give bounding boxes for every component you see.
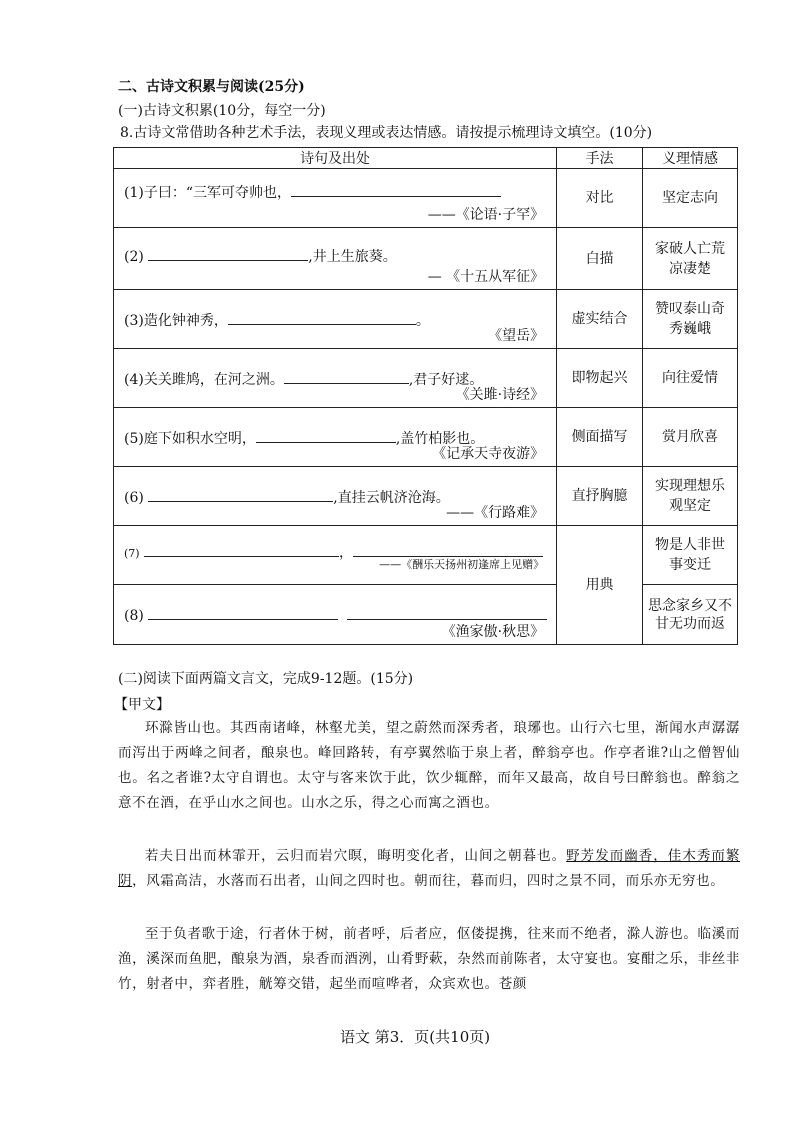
poem-source: ——《论语·子罕》 xyxy=(427,207,545,223)
table-row xyxy=(114,349,738,408)
feeling-cell: 赏月欣喜 xyxy=(643,408,738,467)
feeling-cell: 向往爱情 xyxy=(643,349,738,408)
feeling-cell: 物是人非世事变迁 xyxy=(643,526,738,585)
poem-cell xyxy=(114,526,557,585)
poem-source: 《记承天寺夜游》 xyxy=(432,446,545,462)
header-technique: 手法 xyxy=(557,148,643,169)
technique-cell: 直抒胸臆 xyxy=(557,467,643,526)
poem-cell xyxy=(114,467,557,526)
technique-cell: 即物起兴 xyxy=(557,349,643,408)
answer-blank[interactable] xyxy=(148,487,333,502)
answer-blank[interactable] xyxy=(148,605,338,620)
row-number: (8) xyxy=(124,608,144,624)
poem-text-after: ,井上生旅葵。 xyxy=(308,249,397,265)
feeling-cell: 家破人亡荒凉凄楚 xyxy=(643,228,738,290)
technique-cell: 白描 xyxy=(557,228,643,290)
section-title: 二、古诗文积累与阅读(25分) xyxy=(118,79,305,95)
sub-section-title: (一)古诗文积累(10分，每空一分) xyxy=(118,103,326,119)
answer-blank[interactable] xyxy=(347,605,547,620)
poem-text-after: ,直挂云帆济沧海。 xyxy=(333,490,450,506)
row-number: (2) xyxy=(124,249,144,265)
poem-cell xyxy=(114,169,557,228)
poem-text-before: 子曰：“三军可夺帅也， xyxy=(143,185,292,201)
poem-cell xyxy=(114,585,557,645)
answer-blank[interactable] xyxy=(353,542,543,557)
poem-text-before: 造化钟神秀， xyxy=(143,313,228,329)
poem-source: ——《酬乐天扬州初逢席上见赠》 xyxy=(379,558,545,571)
table-row xyxy=(114,408,738,467)
poem-source: 《渔家傲·秋思》 xyxy=(441,624,545,640)
header-feeling: 义理情感 xyxy=(643,148,738,169)
answer-blank[interactable] xyxy=(148,246,308,261)
poem-cell xyxy=(114,349,557,408)
table-row xyxy=(114,169,738,228)
technique-cell: 侧面描写 xyxy=(557,408,643,467)
row-number: (7) xyxy=(124,547,140,560)
text-jia-label: 【甲文】 xyxy=(114,697,170,713)
feeling-cell: 实现理想乐观坚定 xyxy=(643,467,738,526)
table-row xyxy=(114,290,738,349)
row-number: (5) xyxy=(124,431,144,447)
poem-text-after: ,盖竹柏影也。 xyxy=(395,431,485,447)
row-number: (6) xyxy=(124,490,144,506)
poem-text-after: 。 xyxy=(415,313,430,329)
table-row xyxy=(114,467,738,526)
answer-blank[interactable] xyxy=(256,428,396,443)
feeling-cell: 坚定志向 xyxy=(643,169,738,228)
passage-paragraph-2: 若夫日出而林霏开，云归而岩穴暝，晦明变化者，山间之朝暮也。野芳发而幽香，佳木秀而繁阴，风霜高洁，水落而石出者，山间之四时也。朝而往，暮而归，四时之景不同，而乐亦无穷也。 xyxy=(118,848,741,889)
feeling-cell: 赞叹泰山奇秀巍峨 xyxy=(643,290,738,349)
answer-blank[interactable] xyxy=(144,542,339,557)
passage-paragraph-1: 环滁皆山也。其西南诸峰，林壑尤美，望之蔚然而深秀者，琅琊也。山行六七里，渐闻水声潺潺而泻出于两峰之间者，酿泉也。峰回路转，有亭翼然临于泉上者，醉翁亭也。作亭者谁?山之僧智仙也。名之者谁?太守自谓也。太守与客来饮于此，饮少辄醉，而年又最高，故自号曰醉翁也。醉翁之意不在酒，在乎山水之间也。山水之乐，得之心而寓之酒也。 xyxy=(118,720,740,811)
table-row xyxy=(114,526,738,585)
poem-text-before: 关关雎鸠，在河之洲。 xyxy=(143,372,284,388)
page-footer: 语文 第3．页(共10页) xyxy=(340,1028,491,1046)
table-header-row xyxy=(114,148,738,169)
answer-blank[interactable] xyxy=(284,369,409,384)
row-number: (1) xyxy=(124,185,144,201)
table-row xyxy=(114,585,738,645)
technique-cell: 用典 xyxy=(557,526,643,645)
part-2-title: (二)阅读下面两篇文言文，完成9-12题。(15分) xyxy=(118,671,414,687)
answer-blank[interactable] xyxy=(291,182,501,197)
poem-cell xyxy=(114,290,557,349)
poem-cell xyxy=(114,228,557,290)
poem-table xyxy=(113,147,738,645)
row-number: (4) xyxy=(124,372,144,388)
poem-source: 《关雎·诗经》 xyxy=(455,387,545,403)
technique-cell: 虚实结合 xyxy=(557,290,643,349)
poem-text-before: 庭下如积水空明， xyxy=(143,431,256,447)
poem-source: 《望岳》 xyxy=(488,328,545,344)
answer-blank[interactable] xyxy=(228,310,416,325)
poem-cell xyxy=(114,408,557,467)
feeling-cell: 思念家乡又不甘无功而返 xyxy=(643,585,738,645)
header-poem: 诗句及出处 xyxy=(114,148,557,169)
technique-cell: 对比 xyxy=(557,169,643,228)
table-row xyxy=(114,228,738,290)
row-number: (3) xyxy=(124,313,144,329)
poem-text-after: ， xyxy=(339,545,354,561)
passage-paragraph-3: 至于负者歌于途，行者休于树，前者呼，后者应，伛偻提携，往来而不绝者，滁人游也。临溪而渔，溪深而鱼肥，酿泉为酒，泉香而酒洌，山肴野蔌，杂然而前陈者，太守宴也。宴酣之乐，非丝非竹，射者中，弈者胜，觥筹交错，起坐而喧哗者，众宾欢也。苍颜 xyxy=(118,926,740,992)
poem-text-after: ,君子好逑。 xyxy=(408,372,484,388)
poem-source: — 《十五从军征》 xyxy=(427,269,545,285)
poem-source: ——《行路难》 xyxy=(446,505,545,521)
question-8-prompt: 8.古诗文常借助各种艺术手法，表现义理或表达情感。请按提示梳理诗文填空。(10分) xyxy=(120,125,653,141)
